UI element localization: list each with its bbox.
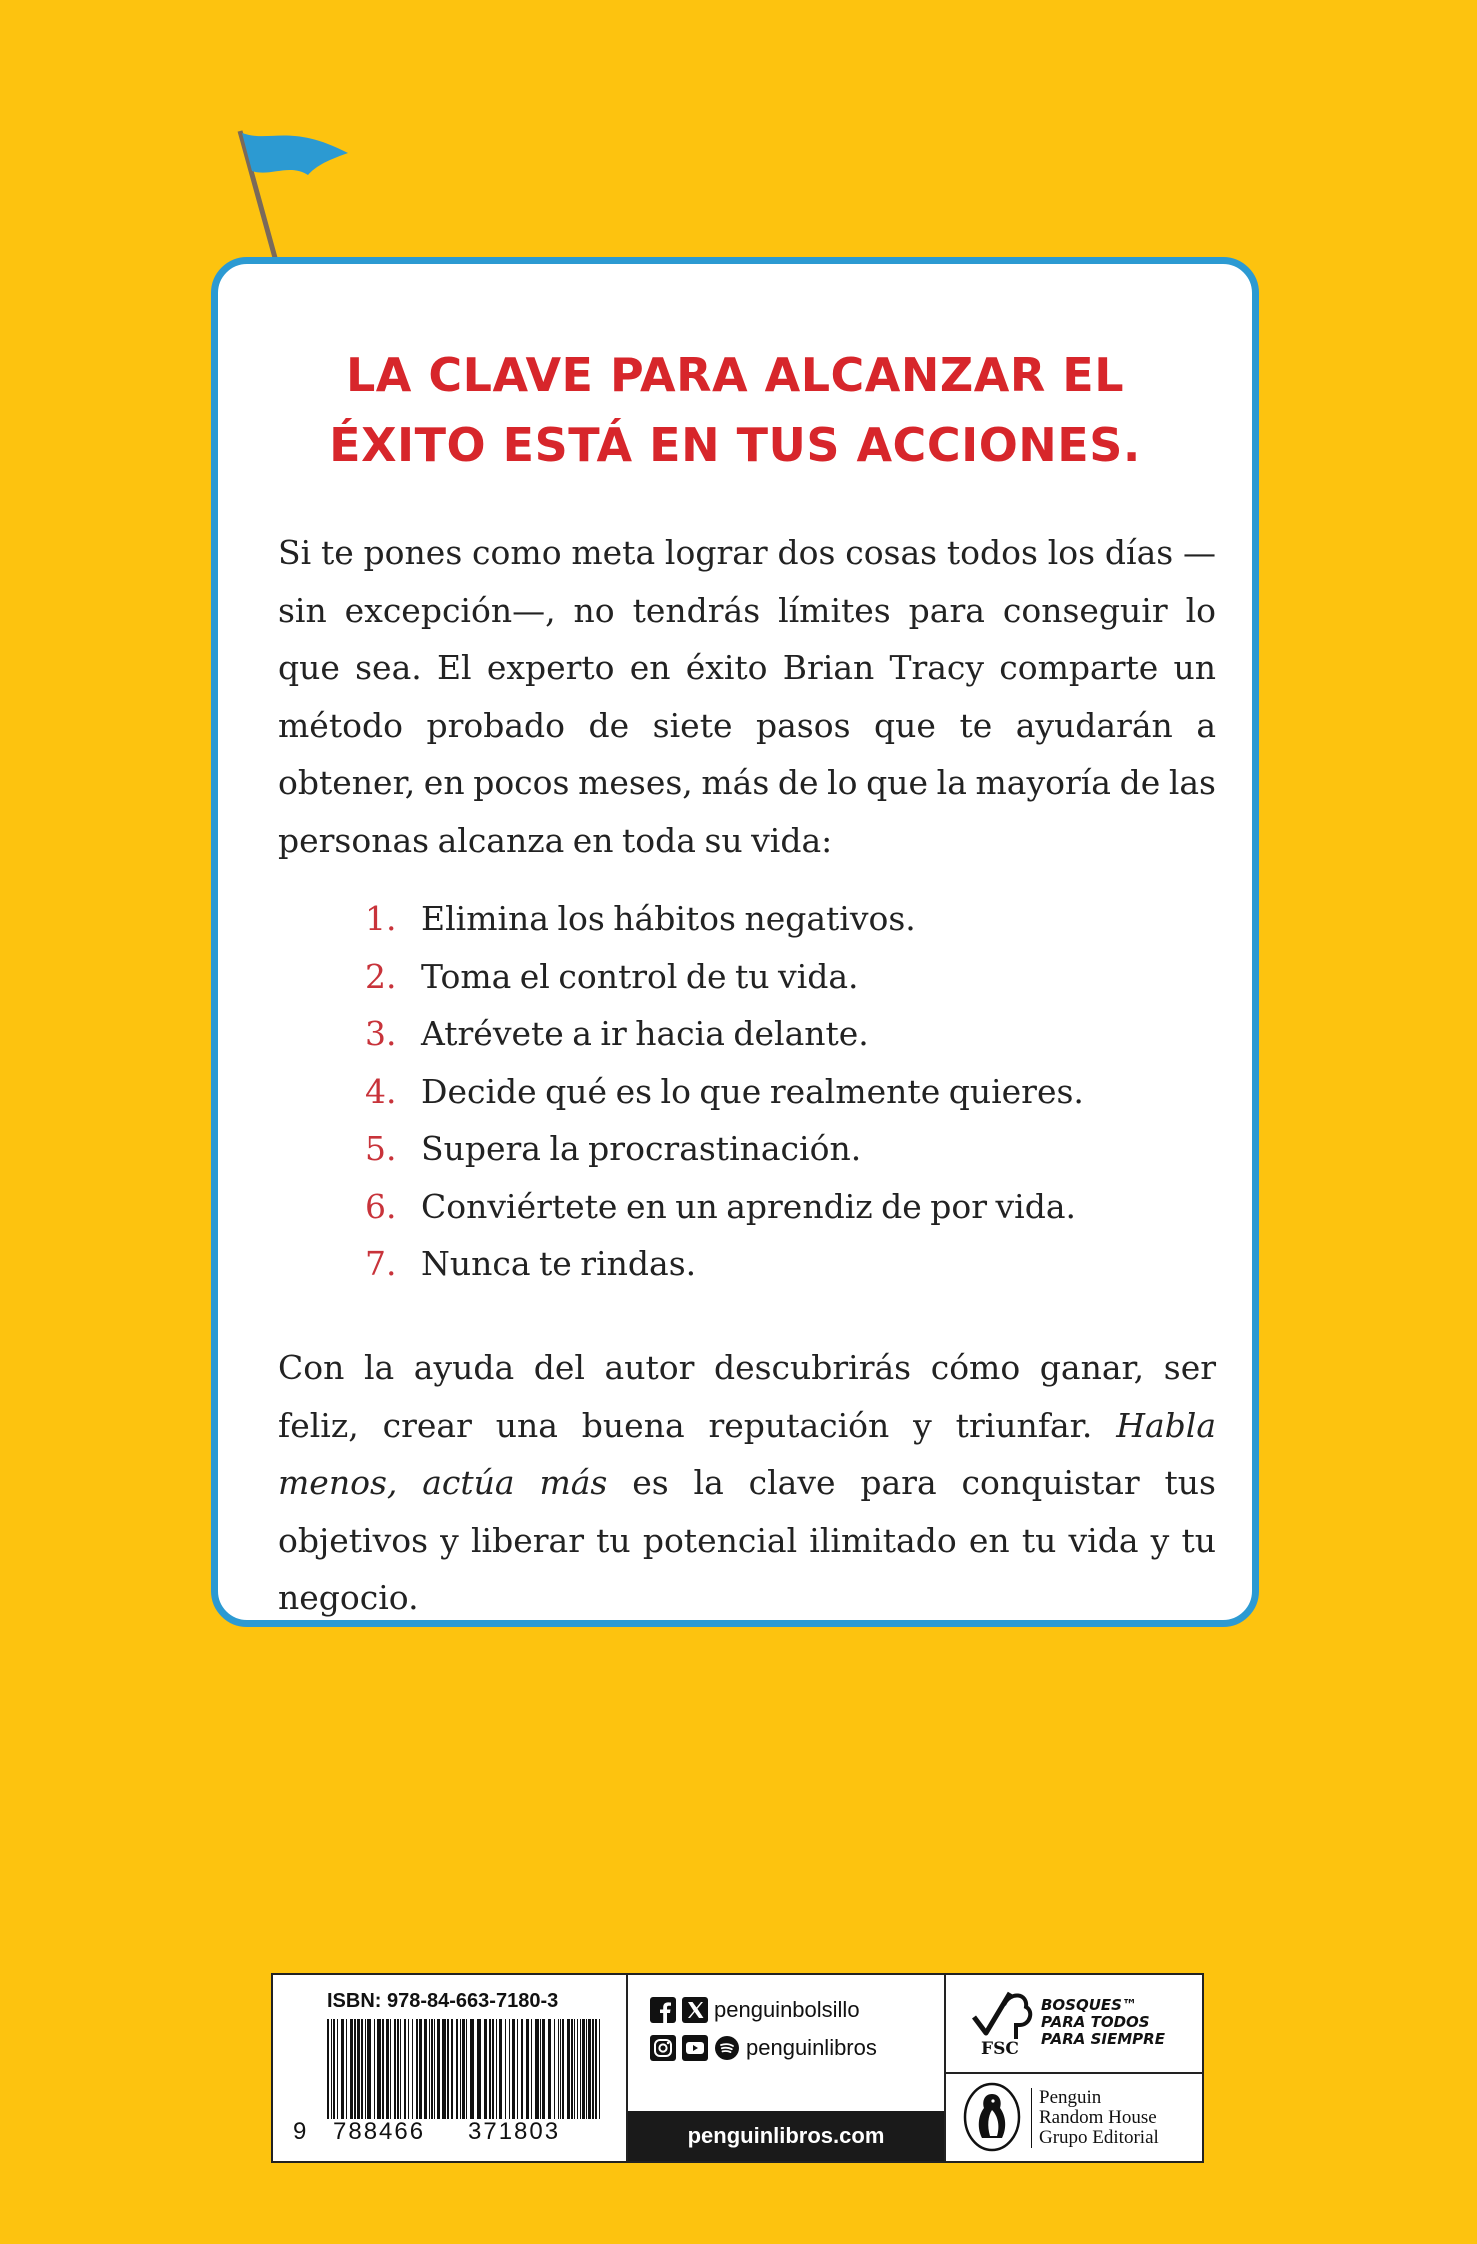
spotify-icon[interactable] — [714, 2035, 740, 2061]
barcode-digits-left: 788466 — [333, 2118, 426, 2145]
isbn-label: ISBN: 978-84-663-7180-3 — [327, 1990, 559, 2012]
barcode-bar — [419, 2019, 422, 2119]
barcode-bar — [574, 2019, 575, 2119]
barcode-bar — [571, 2019, 573, 2119]
barcode-bar — [588, 2019, 591, 2119]
list-item — [365, 1005, 1084, 1063]
barcode-bar — [558, 2019, 559, 2119]
barcode-bar — [535, 2019, 539, 2119]
closing-part-1: Con la ayuda del autor descubrirás cómo ganar, ser feliz, crear una buena reputación y triunfar. — [278, 1348, 1216, 1445]
tree-check-icon — [970, 1985, 1034, 2043]
youtube-icon[interactable] — [682, 2035, 708, 2061]
barcode-bar — [492, 2019, 494, 2119]
barcode-bar — [333, 2019, 335, 2119]
barcode-bar — [505, 2019, 506, 2119]
step-text: Toma el control de tu vida. — [421, 956, 859, 996]
list-item — [365, 890, 1084, 948]
closing-part-2: es la clave para conquistar tus objetivos y liberar tu potencial ilimitado en tu vida y tu negocio. — [278, 1463, 1216, 1617]
barcode-bar — [460, 2019, 461, 2119]
flag-icon — [230, 125, 365, 265]
step-number: 6. — [365, 1186, 397, 1226]
social-row-1 — [650, 1997, 860, 2023]
barcode-bar — [412, 2019, 413, 2119]
list-item — [365, 1063, 1084, 1121]
fsc-slogan — [1041, 1997, 1165, 2048]
barcode-bar — [367, 2019, 371, 2119]
publisher-line-1: Penguin — [1039, 2087, 1102, 2108]
barcode-bar — [548, 2019, 551, 2119]
step-number: 1. — [365, 899, 397, 938]
list-item — [365, 1178, 1084, 1236]
barcode-bar — [562, 2019, 564, 2119]
barcode-bar — [394, 2019, 396, 2119]
barcode-bar — [447, 2019, 449, 2119]
barcode-bar — [382, 2019, 384, 2119]
x-icon[interactable] — [682, 1997, 708, 2023]
barcode-bar — [489, 2019, 491, 2119]
barcode-bar — [496, 2019, 497, 2119]
website-link[interactable]: penguinlibros.com — [628, 2111, 944, 2161]
list-item — [365, 1120, 1084, 1178]
headline — [218, 340, 1252, 480]
social-handle-2[interactable]: penguinlibros — [746, 2035, 877, 2060]
barcode-bar — [540, 2019, 541, 2119]
closing-paragraph — [278, 1339, 1216, 1627]
barcode-bar — [499, 2019, 502, 2119]
step-text: Atrévete a ir hacia delante. — [421, 1014, 869, 1053]
barcode-bar — [554, 2019, 555, 2119]
barcode-digits-right: 371803 — [468, 2118, 561, 2145]
social-row-2 — [650, 2035, 877, 2061]
list-item — [365, 1235, 1084, 1293]
barcode-bar — [526, 2019, 529, 2119]
barcode-bar — [337, 2019, 338, 2119]
fsc-slogan-line-3: PARA SIEMPRE — [1041, 2030, 1165, 2048]
description-card — [211, 257, 1259, 1627]
barcode-bar — [592, 2019, 594, 2119]
barcode-bar — [462, 2019, 465, 2119]
headline-line-2: ÉXITO ESTÁ EN TUS ACCIONES. — [329, 418, 1141, 472]
barcode-bar — [599, 2019, 600, 2119]
barcode-bar — [327, 2019, 329, 2119]
barcode-bar — [434, 2019, 435, 2119]
step-text: Conviértete en un aprendiz de por vida. — [421, 1186, 1077, 1226]
publisher-line-2: Random House — [1039, 2107, 1157, 2128]
fsc-slogan-line-2: PARA TODOS — [1041, 2013, 1150, 2031]
barcode-bar — [509, 2019, 510, 2119]
info-box — [271, 1973, 1204, 2163]
fsc-slogan-line-1: BOSQUES™ — [1041, 1996, 1137, 2014]
headline-line-1: LA CLAVE PARA ALCANZAR EL — [345, 348, 1125, 402]
instagram-icon[interactable] — [650, 2035, 676, 2061]
step-number: 3. — [365, 1014, 397, 1053]
barcode-bar — [470, 2019, 474, 2119]
barcode-bar — [408, 2019, 409, 2119]
step-text: Nunca te rindas. — [421, 1244, 697, 1283]
step-number: 4. — [365, 1071, 397, 1111]
step-text: Supera la procrastinación. — [421, 1129, 862, 1168]
fsc-label: FSC — [981, 2039, 1019, 2059]
barcode-bar — [517, 2019, 518, 2119]
barcode-bar — [521, 2019, 523, 2119]
step-number: 5. — [365, 1129, 397, 1168]
barcode-bar — [377, 2019, 381, 2119]
barcode-bar — [424, 2019, 427, 2119]
barcode-bar — [397, 2019, 399, 2119]
penguin-icon — [962, 2082, 1022, 2152]
barcode-bar — [431, 2019, 433, 2119]
barcode-bar — [354, 2019, 356, 2119]
barcode-bar — [484, 2019, 487, 2119]
publisher-line-3: Grupo Editorial — [1039, 2127, 1159, 2148]
barcode-bar — [341, 2019, 344, 2119]
barcode-bar — [429, 2019, 430, 2119]
barcode-bar — [531, 2019, 532, 2119]
barcode-bar — [346, 2019, 347, 2119]
barcode-bar — [582, 2019, 585, 2119]
steps-list — [365, 890, 1084, 1293]
barcode-icon — [325, 2019, 605, 2119]
publisher-name — [1031, 2088, 1159, 2148]
social-handle-1[interactable]: penguinbolsillo — [714, 1997, 860, 2022]
barcode-bar — [437, 2019, 440, 2119]
facebook-icon[interactable] — [650, 1997, 676, 2023]
barcode-bar — [386, 2019, 389, 2119]
barcode-bar — [451, 2019, 453, 2119]
barcode-bar — [586, 2019, 587, 2119]
barcode-bar — [350, 2019, 353, 2119]
step-text: Decide qué es lo que realmente quieres. — [421, 1071, 1084, 1111]
barcode-bar — [357, 2019, 360, 2119]
barcode-bar — [331, 2019, 332, 2119]
step-number: 7. — [365, 1244, 397, 1283]
publisher-logo — [946, 2072, 1202, 2161]
step-number: 2. — [365, 956, 397, 996]
barcode-bar — [400, 2019, 401, 2119]
barcode-bar — [390, 2019, 391, 2119]
barcode-bar — [456, 2019, 458, 2119]
barcode-bar — [595, 2019, 597, 2119]
barcode-bar — [567, 2019, 570, 2119]
barcode-bar — [466, 2019, 467, 2119]
barcode-bar — [442, 2019, 446, 2119]
fsc-logo — [946, 1975, 1202, 2074]
barcode-bar — [416, 2019, 418, 2119]
list-item — [365, 948, 1084, 1006]
barcode-bar — [361, 2019, 363, 2119]
intro-paragraph: Si te pones como meta lograr dos cosas todos los días —sin excepción—, no tendrás límites para conseguir lo que sea. El experto en éxito Brian Tracy comparte un método probado de siete pasos que te ayudarán a obtener, en pocos meses, más de lo que la mayoría de las personas alcanza en toda su vida: — [278, 533, 1216, 860]
book-title: Habla menos, actúa más — [278, 1405, 1216, 1502]
social-panel — [628, 1975, 946, 2161]
barcode-bar — [404, 2019, 406, 2119]
barcode-bar — [542, 2019, 545, 2119]
logos-panel — [946, 1975, 1202, 2161]
step-text: Elimina los hábitos negativos. — [421, 899, 916, 938]
barcode-bar — [580, 2019, 581, 2119]
barcode-bar — [477, 2019, 481, 2119]
barcode-bar — [512, 2019, 515, 2119]
barcode-digit-lead: 9 — [293, 2118, 309, 2145]
barcode-panel — [273, 1975, 628, 2161]
barcode-bar — [577, 2019, 578, 2119]
barcode-bar — [560, 2019, 561, 2119]
barcode-bar — [365, 2019, 366, 2119]
barcode-bar — [374, 2019, 375, 2119]
